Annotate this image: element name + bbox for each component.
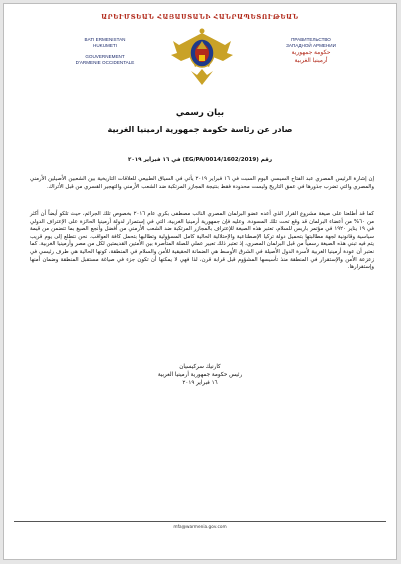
reference-number-line: رقم (EG/PA/0014/1602/2019) في ١٦ فبراير ٢٠١٩ bbox=[127, 157, 273, 163]
left-header-line: D'ARMENIE OCCIDENTALE bbox=[75, 60, 135, 65]
right-header-arabic-line: حكومة جمهورية bbox=[291, 50, 331, 56]
body-paragraph-1: إن إشارة الرئيس المصري عبد الفتاح السيسي اليوم السبت في ١٦ فبراير ٢٠١٩ يأتي في السياق الطبيعي للعلاقات التاريخية بين الشعبين الأصيلين الأرمني والمصري والتي تضرب جذورها في عمق التاريخ وليست محدودة فقط بنتيجة المجازر المرتكبة ضد الشعب الأرمني والتهجير القسري من قبل الأتراك. bbox=[30, 176, 374, 190]
signatory-name: كارنيك سركيسيان bbox=[179, 364, 221, 370]
signature-block bbox=[4, 363, 396, 387]
signatory-position: رئيس حكومة جمهورية أرمينيا الغربية bbox=[157, 372, 243, 378]
statement-title: بيان رسمي bbox=[175, 108, 225, 118]
statement-subtitle: صادر عن رئاسة حكومة جمهورية ارمينيا الغربية bbox=[107, 124, 293, 134]
right-header-line: ПРАВИТЕЛЬСТВО bbox=[291, 37, 331, 42]
right-header-line: ЗАПАДНОЙ АРМЕНИИ bbox=[286, 43, 336, 48]
coat-of-arms-emblem bbox=[169, 27, 235, 89]
left-header-line: GOUVERNEMENT bbox=[85, 54, 125, 59]
footer-email: mfa@warmenia.gov.com bbox=[173, 525, 227, 530]
left-header-line: HUKUMETI bbox=[93, 43, 117, 48]
armenian-header-title: ԱՐԵՒՄՏԵԱՆ ՀԱՅԱՍՏԱՆԻ ՀԱՆՐԱՊԵՏՈՒԹԵԱՆ bbox=[101, 14, 299, 21]
left-header-line: BATI ERMENISTAN bbox=[84, 37, 126, 42]
document-page bbox=[3, 3, 397, 560]
right-header-arabic-line: أرمينيا الغربية bbox=[294, 58, 328, 64]
left-header-block bbox=[50, 37, 160, 66]
body-paragraph-2: كما قد أطلعنا على صيغة مشروع القرار الذي أعده عضو البرلمان المصري النائب مصطفى بكري عام ٢٠١٦ بخصوص تلك الجرائم، حيث تلكو أيضاً أن أكثر من ٦٠% من أعضاء البرلمان قد وقع تحت تلك المسودة. وعليه فإن جمهورية أرمينيا الغربية، التي في إستمرار لدولة أرمينيا الحائزة على الإعتراف الدولي في ١٩ يناير ١٩٢٠ في مؤتمر باريس للسلام، تعتبر هذه الصيغة للإعتراف بالمجازر المرتكبة ضد الشعب الأرمني من أفضل وأنجع الصيغ بما تتضمن من قيمة سياسية وقانونية لجهة مطالبتها بتحميل دولة تركيا الإصطناعية والإحتلالية الحالية كامل المسؤولية وتطالبها بتحمل كافة العواقب. نحن نتطلع إلى يوم قريب يتم فيه تبني هذه الصيغة رسمياً من قبل البرلمان المصري، إذ تعتبر ذلك تعبير عملي للصلة المتأصرة بين الأمتين القديمتين لكل من مصر وأرمينيا الغربية. كما نعتبر أن عودة أرمينيا الغربية لأسرة الدول الأصيلة في الشرق الأوسط هي الضمانة الحقيقية للأمن والسلام في المنطقة، كونها الحالية هي طرف رئيسي في زعزعة الأمن والإستقرار في المنطقة منذ تأسيسها المشؤوم قبل قرابة قرن، لذا فهي لا يمكنها أن تكون جزء في صياغة مستقبل المنطقة وضمان أمنها وإستقرارها. bbox=[30, 211, 374, 271]
footer-divider bbox=[14, 521, 386, 522]
right-header-block bbox=[256, 37, 366, 65]
signature-date: ١٦ فبراير ٢٠١٩ bbox=[182, 380, 218, 386]
